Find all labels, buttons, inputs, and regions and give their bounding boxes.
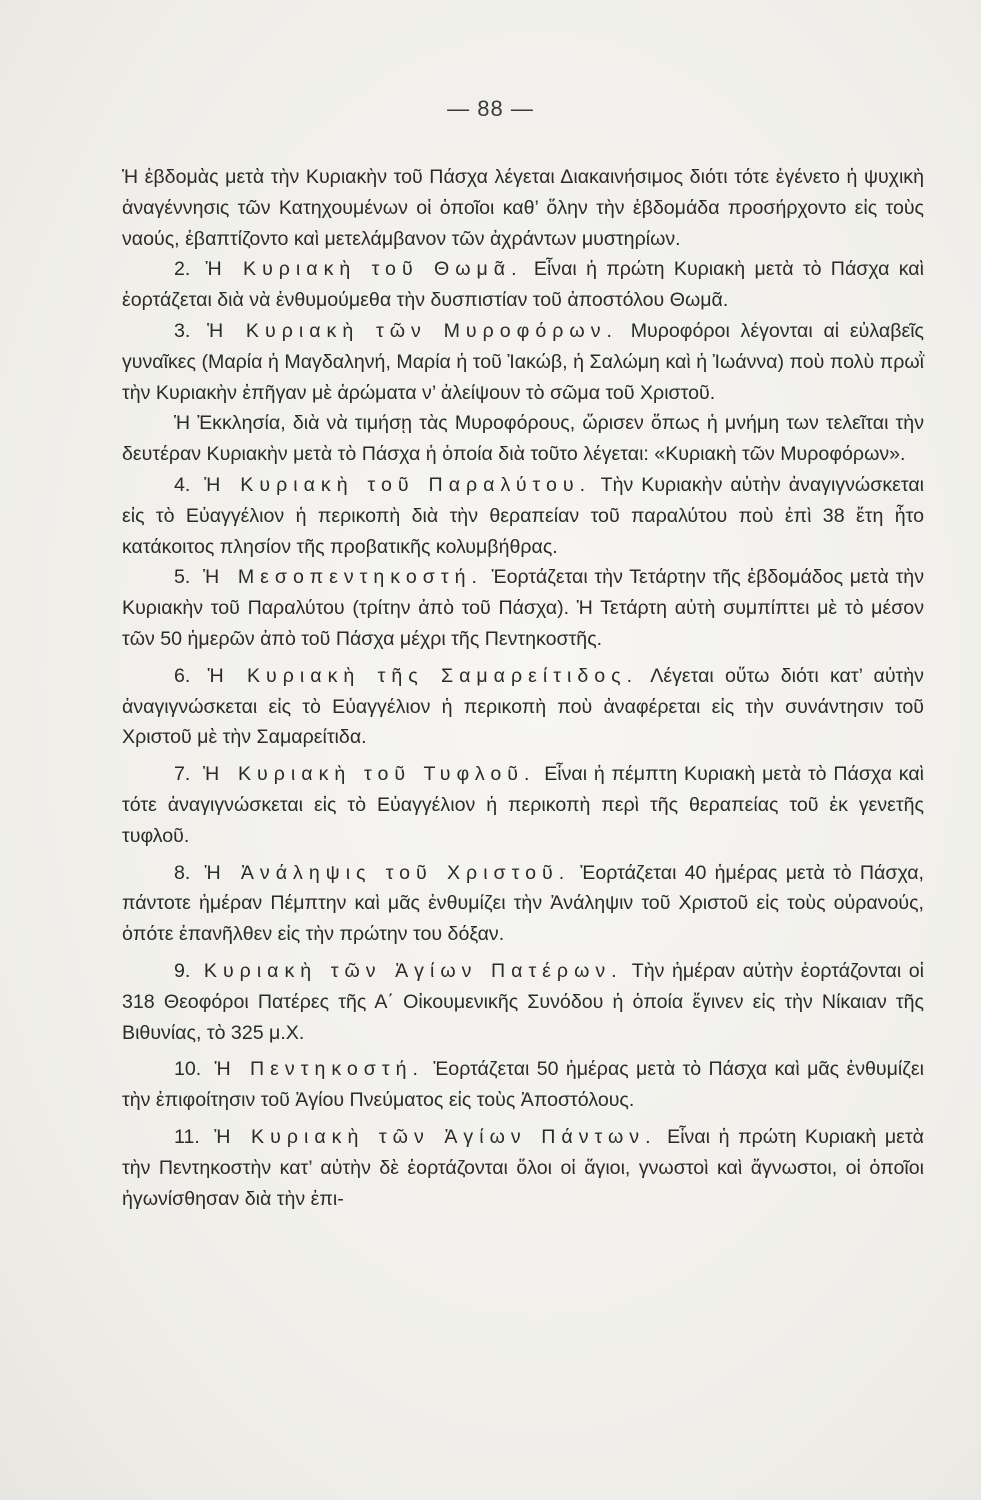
- paragraph-text: Ἡ Ἐκκλησία, διὰ νὰ τιμήσῃ τὰς Μυροφόρους, ὥρισεν ὅπως ἡ μνήμη των τελεῖται τὴν δευτέραν Κυριακὴν μετὰ τὸ Πάσχα ἡ ὁποία διὰ τοῦτο λέγεται: «Κυριακὴ τῶν Μυροφόρων».: [122, 412, 924, 466]
- item-number: 3.: [174, 319, 191, 342]
- paragraph-text: Εἶναι ἡ πρώτη Κυριακὴ μετὰ τὸ Πάσχα καὶ ἑορτάζεται διὰ νὰ ἐνθυμούμεθα τὴν δυσπιστίαν τοῦ ἀποστόλου Θωμᾶ.: [122, 258, 924, 312]
- paragraph-item-7: [122, 759, 924, 851]
- item-number: 4.: [174, 473, 191, 496]
- paragraph-item-3: [122, 316, 924, 408]
- paragraph-item-4: [122, 470, 924, 562]
- item-heading: Ἡ Κυριακὴ τῆς Σαμαρείτιδος.: [207, 664, 639, 687]
- paragraph-text: Ἡ ἑβδομὰς μετὰ τὴν Κυριακὴν τοῦ Πάσχα λέγεται Διακαινήσιμος διότι τότε ἐγένετο ἡ ψυχικὴ ἀναγέννησις τῶν Κατηχουμένων οἱ ὁποῖοι καθ’ ὅλην τὴν ἑβδομάδα προσήρχοντο εἰς τοὺς ναούς, ἐβαπτίζοντο καὶ μετελάμβανον τῶν ἀχράντων μυστηρίων.: [122, 166, 924, 250]
- paragraph-text: Μυροφόροι λέγονται αἱ εὐλαβεῖς γυναῖκες (Μαρία ἡ Μαγδαληνή, Μαρία ἡ τοῦ Ἰακώβ, ἡ Σαλώμη καὶ ἡ Ἰωάννα) ποὺ πολὺ πρωῒ τὴν Κυριακὴν ἐπῆγαν μὲ ἀρώματα ν’ ἀλείψουν τὸ σῶμα τοῦ Χριστοῦ.: [122, 319, 924, 404]
- item-number: 2.: [174, 258, 191, 281]
- paragraph-item-2: [122, 254, 924, 316]
- paragraph-text: Ἑορτάζεται τὴν Τετάρτην τῆς ἑβδομάδος μετὰ τὴν Κυριακὴν τοῦ Παραλύτου (τρίτην ἀπὸ τοῦ Πάσχα). Ἡ Τετάρτη αὐτὴ συμπίπτει μὲ τὸ μέσον τῶν 50 ἡμερῶν ἀπὸ τοῦ Πάσχα μέχρι τῆς Πεντηκοστῆς.: [122, 566, 924, 650]
- item-heading: Ἡ Κυριακὴ τοῦ Παραλύτου.: [204, 473, 592, 496]
- item-number: 10.: [174, 1058, 202, 1081]
- item-number: 6.: [174, 664, 191, 687]
- item-heading: Ἡ Μεσοπεντηκοστή.: [203, 566, 483, 589]
- paragraph-text: Ἑορτάζεται 40 ἡμέρας μετὰ τὸ Πάσχα, πάντοτε ἡμέραν Πέμπτην καὶ μᾶς ἐνθυμίζει τὴν Ἀνάληψιν τοῦ Χριστοῦ εἰς τοὺς οὐρανούς, ὁπότε ἐπανῆλθεν εἰς τὴν πρώτην του δόξαν.: [122, 861, 924, 946]
- paragraph-item-9: [122, 956, 924, 1048]
- item-heading: Ἡ Κυριακὴ τῶν Ἁγίων Πάντων.: [214, 1125, 657, 1148]
- paragraph-item-10: [122, 1054, 924, 1116]
- paragraph-item-3-continued: [122, 408, 924, 470]
- item-heading: Κυριακὴ τῶν Ἁγίων Πατέρων.: [203, 959, 623, 982]
- paragraph-item-6: [122, 661, 924, 753]
- item-heading: Ἡ Κυριακὴ τῶν Μυροφόρων.: [207, 319, 618, 342]
- paragraph-item-5: [122, 562, 924, 654]
- item-number: 11.: [174, 1125, 200, 1148]
- item-heading: Ἡ Ἀνάληψις τοῦ Χριστοῦ.: [204, 861, 571, 884]
- page-number: — 88 —: [447, 96, 534, 121]
- body-text: [122, 162, 924, 1214]
- paragraph-intro: [122, 162, 924, 254]
- paragraph-text: Τὴν Κυριακὴν αὐτὴν ἀναγιγνώσκεται εἰς τὸ Εὐαγγέλιον ἡ περικοπὴ διὰ τὴν θεραπείαν τοῦ παραλύτου ποὺ ἐπὶ 38 ἔτη ἦτο κατάκοιτος πλησίον τῆς προβατικῆς κολυμβήθρας.: [122, 473, 924, 558]
- paragraph-text: Εἶναι ἡ πρώτη Κυριακὴ μετὰ τὴν Πεντηκοστὴν κατ’ αὐτὴν δὲ ἑορτάζονται ὅλοι οἱ ἅγιοι, γνωστοὶ καὶ ἄγνωστοι, οἱ ὁποῖοι ἠγωνίσθησαν διὰ τὴν ἐπι-: [122, 1125, 924, 1210]
- paragraph-text: Λέγεται οὕτω διότι κατ’ αὐτὴν ἀναγιγνώσκεται εἰς τὸ Εὐαγγέλιον ἡ περικοπὴ ποὺ ἀναφέρεται εἰς τὴν συνάντησιν τοῦ Χριστοῦ μὲ τὴν Σαμαρείτιδα.: [122, 664, 924, 749]
- paragraph-text: Ἑορτάζεται 50 ἡμέρας μετὰ τὸ Πάσχα καὶ μᾶς ἐνθυμίζει τὴν ἐπιφοίτησιν τοῦ Ἁγίου Πνεύματος εἰς τοὺς Ἀποστόλους.: [122, 1058, 924, 1112]
- paragraph-item-8: [122, 858, 924, 950]
- paragraph-text: Τὴν ἡμέραν αὐτὴν ἑορτάζονται οἱ 318 Θεοφόροι Πατέρες τῆς Α΄ Οἰκουμενικῆς Συνόδου ἡ ὁποία ἔγινεν εἰς τὴν Νίκαιαν τῆς Βιθυνίας, τὸ 325 μ.Χ.: [122, 959, 924, 1044]
- item-number: 8.: [174, 861, 191, 884]
- item-number: 5.: [174, 566, 191, 589]
- paragraph-item-11: [122, 1122, 924, 1214]
- paragraph-text: Εἶναι ἡ πέμπτη Κυριακὴ μετὰ τὸ Πάσχα καὶ τότε ἀναγιγνώσκεται εἰς τὸ Εὐαγγέλιον ἡ περικοπὴ περὶ τῆς θεραπείας τοῦ ἐκ γενετῆς τυφλοῦ.: [122, 763, 925, 847]
- item-number: 7.: [174, 763, 191, 786]
- item-heading: Ἡ Κυριακὴ τοῦ Θωμᾶ.: [205, 258, 523, 281]
- item-number: 9.: [174, 959, 191, 982]
- item-heading: Ἡ Πεντηκοστή.: [214, 1058, 424, 1081]
- item-heading: Ἡ Κυριακὴ τοῦ Τυφλοῦ.: [203, 763, 536, 786]
